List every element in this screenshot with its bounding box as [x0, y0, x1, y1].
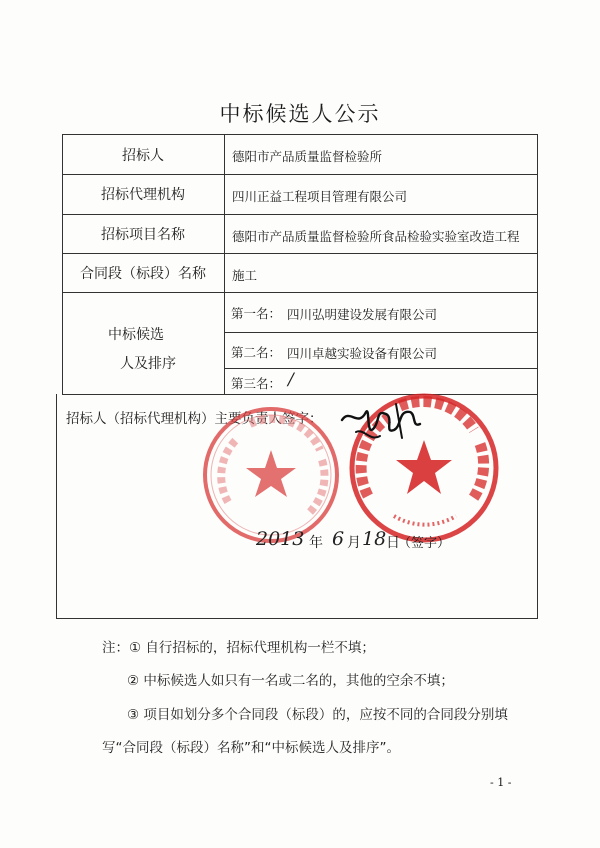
- candidate-rank-2: 第二名：: [231, 345, 282, 360]
- table-row-line: [62, 214, 538, 215]
- note-line-4: 写“合同段（标段）名称”和“中标候选人及排序”。: [102, 740, 400, 756]
- table-row-line: [224, 332, 538, 333]
- handwritten-signature: [336, 398, 426, 452]
- candidates-label-line2: 人及排序: [120, 356, 176, 372]
- date-day-char: 日: [386, 535, 400, 551]
- agency-seal: [198, 402, 344, 548]
- row-label-section: 合同段（标段）名称: [80, 266, 206, 282]
- table-border-left-lower: [56, 394, 57, 618]
- note-line-3: ③ 项目如划分多个合同段（标段）的，应按不同的合同段分别填: [127, 707, 508, 723]
- page-number: - 1 -: [490, 776, 512, 789]
- row-value-tenderer: 德阳市产品质量监督检验所: [232, 149, 383, 164]
- table-row-line: [62, 253, 538, 254]
- candidates-label-line1: 中标候选: [108, 327, 164, 343]
- note-line-2: ② 中标候选人如只有一名或二名的，其他的空余不填；: [127, 673, 454, 689]
- table-row-line: [62, 292, 538, 293]
- date-year: 2013: [256, 528, 305, 550]
- date-sign-note: （签字）: [398, 536, 451, 551]
- candidate-rank-1: 第一名：: [231, 306, 282, 321]
- row-label-tenderer: 招标人: [122, 148, 164, 164]
- row-label-agency: 招标代理机构: [101, 187, 185, 203]
- note-line-1: 注：① 自行招标的，招标代理机构一栏不填；: [102, 640, 375, 656]
- row-value-agency: 四川正益工程项目管理有限公司: [232, 189, 408, 204]
- table-column-divider: [224, 134, 225, 394]
- row-label-project: 招标项目名称: [101, 227, 185, 243]
- date-month: 6: [332, 528, 345, 550]
- candidate-name-2: 四川卓越实验设备有限公司: [287, 346, 438, 361]
- candidate-name-1: 四川弘明建设发展有限公司: [287, 307, 438, 322]
- date-day: 18: [362, 528, 387, 550]
- table-row-line: [224, 368, 538, 369]
- table-border-top: [62, 134, 538, 135]
- candidate-rank-3: 第三名：: [231, 376, 282, 391]
- table-border-bottom: [56, 618, 538, 619]
- signature-label: 招标人（招标代理机构）主要负责人签字：: [66, 411, 323, 427]
- document-title: 中标候选人公示: [219, 102, 381, 126]
- date-year-char: 年: [309, 535, 323, 551]
- row-value-section: 施工: [232, 268, 258, 283]
- row-value-project: 德阳市产品质量监督检验所食品检验实验室改造工程: [232, 229, 520, 244]
- date-month-char: 月: [347, 535, 361, 551]
- candidate-name-3: /: [288, 370, 294, 390]
- table-row-line: [62, 174, 538, 175]
- table-border-right: [537, 134, 538, 618]
